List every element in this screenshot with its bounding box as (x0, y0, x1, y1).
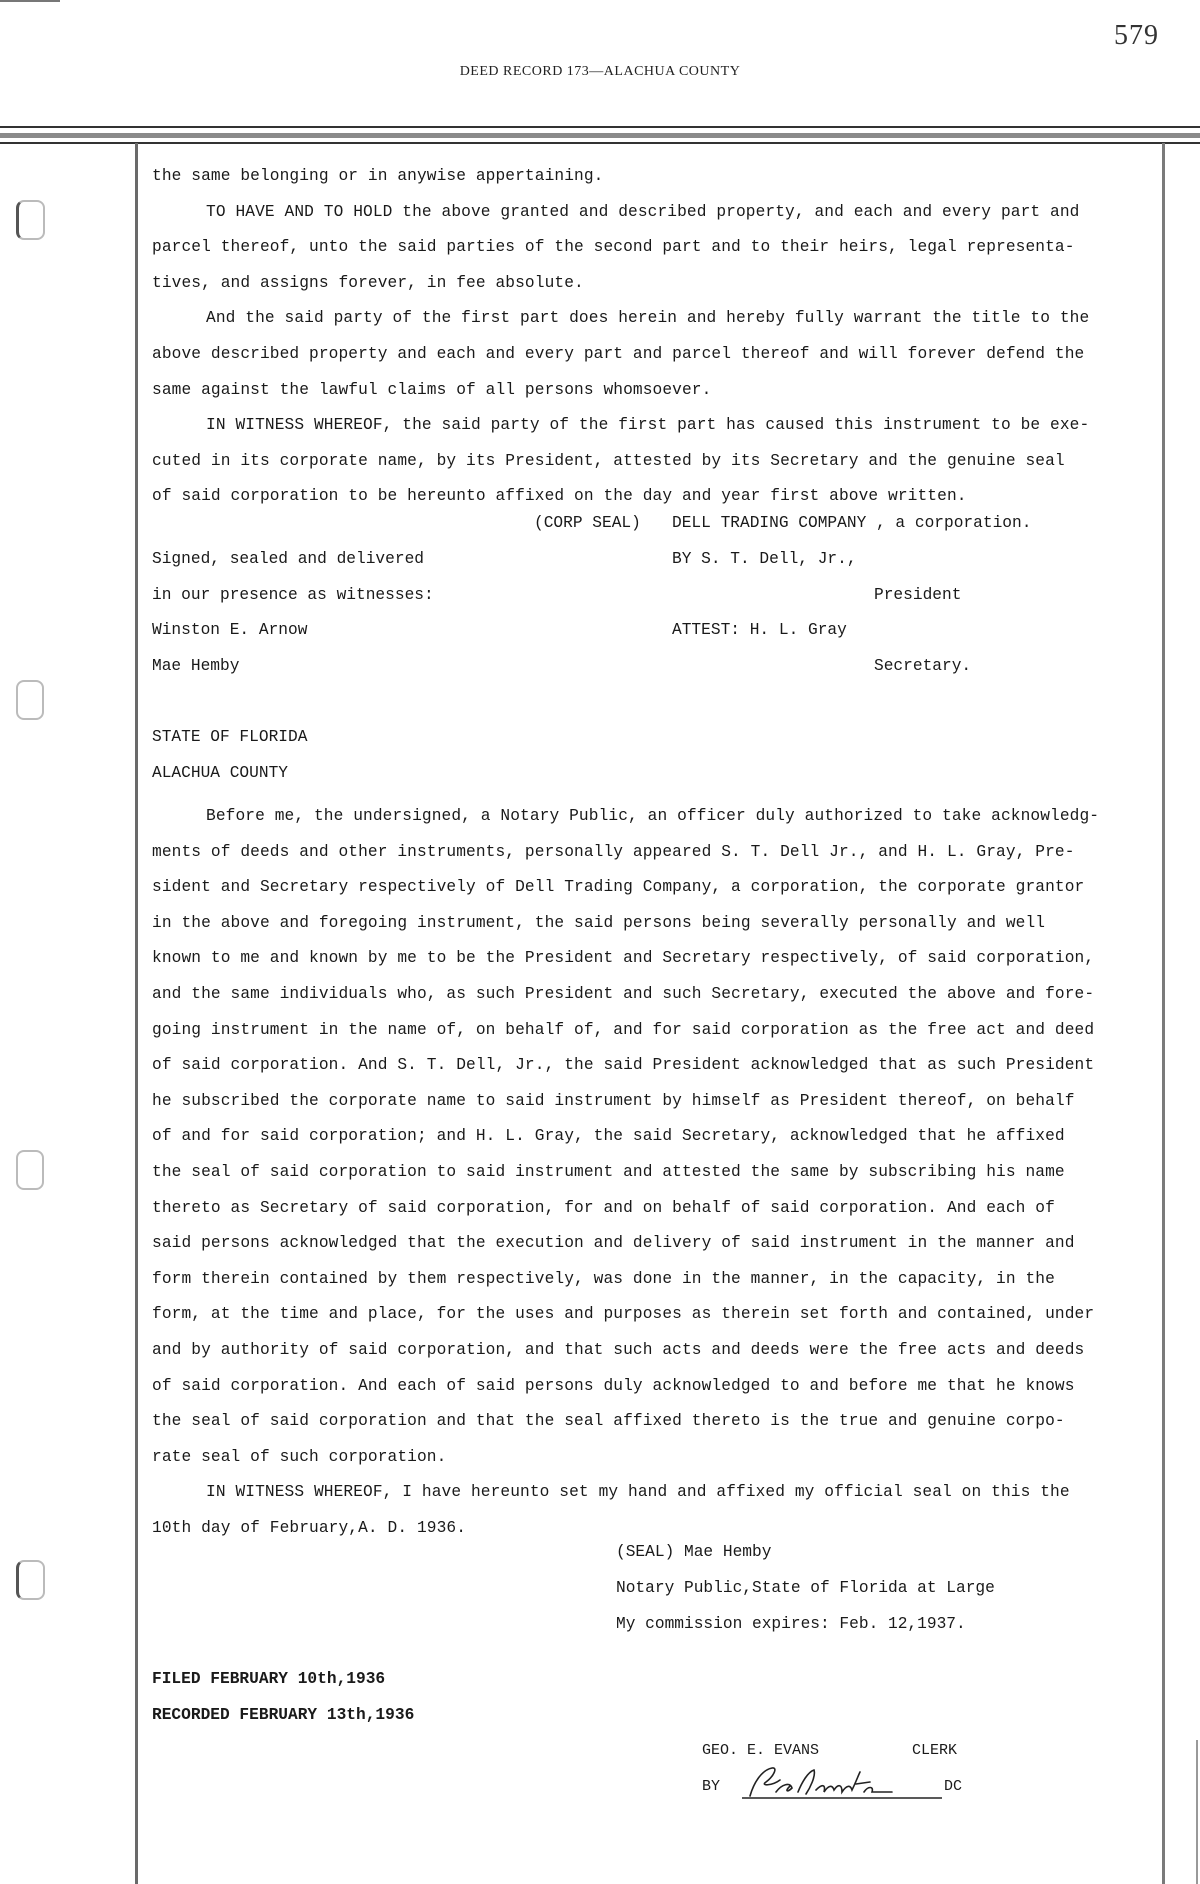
text-line: of said corporation to be hereunto affixed on the day and year first above written. (152, 487, 967, 506)
text-line: form therein contained by them respectively, was done in the manner, in the capacity, in the (152, 1269, 1055, 1288)
page-header: DEED RECORD 173—ALACHUA COUNTY (459, 64, 741, 79)
text-line: same against the lawful claims of all persons whomsoever. (152, 380, 712, 399)
text-line: 10th day of February,A. D. 1936. (152, 1518, 467, 1537)
deputy-clerk-signature (732, 1762, 952, 1802)
text-line: and by authority of said corporation, and that such acts and deeds were the free acts and deeds (152, 1340, 1085, 1359)
header-rule (0, 142, 1200, 144)
binder-hole-icon (16, 1560, 45, 1600)
filed-date: FILED FEBRUARY 10th,1936 (152, 1670, 386, 1688)
notary-seal-name: (SEAL) Mae Hemby (616, 1543, 772, 1561)
clerk-name: GEO. E. EVANS (702, 1742, 820, 1759)
text-line: form, at the time and place, for the uses and purposes as therein set forth and contained, under (152, 1305, 1095, 1324)
clerk-title: CLERK (912, 1742, 958, 1759)
text-line: Before me, the undersigned, a Notary Public, an officer duly authorized to take acknowledg- (206, 807, 1100, 825)
text-line: of said corporation. And S. T. Dell, Jr., the said President acknowledged that as such President (152, 1056, 1095, 1075)
binder-hole-icon (16, 200, 45, 240)
text-line: rate seal of such corporation. (152, 1447, 447, 1466)
binder-hole-icon (16, 680, 44, 720)
text-line: and the same individuals who, as such President and such Secretary, executed the above and fore- (152, 984, 1095, 1003)
text-line: IN WITNESS WHEREOF, I have hereunto set my hand and affixed my official seal on this the (206, 1483, 1070, 1502)
text-line: known to me and known by me to be the President and Secretary respectively, of said corporation, (152, 949, 1095, 968)
header-rule (0, 126, 1200, 128)
header-rule (0, 133, 1200, 138)
text-line: ments of deeds and other instruments, personally appeared S. T. Dell Jr., and H. L. Gray, Pre- (152, 842, 1075, 861)
text-line: And the said party of the first part does herein and hereby fully warrant the title to the (206, 309, 1090, 328)
text-line: going instrument in the name of, on behalf of, and for said corporation as the free act and deed (152, 1020, 1095, 1039)
text-line: IN WITNESS WHEREOF, the said party of the first part has caused this instrument to be exe- (206, 416, 1090, 435)
text-line: above described property and each and every part and parcel thereof and will forever defend the (152, 344, 1085, 363)
text-line: the same belonging or in anywise appertaining. (152, 167, 604, 185)
county-heading: ALACHUA COUNTY (152, 764, 288, 782)
text-line: of and for said corporation; and H. L. Gray, the said Secretary, acknowledged that he affixed (152, 1127, 1065, 1146)
text-line: said persons acknowledged that the execution and delivery of said instrument in the manner and (152, 1234, 1075, 1253)
company-name: DELL TRADING COMPANY , a corporation. (672, 514, 1032, 532)
witness-name: Mae Hemby (152, 657, 240, 675)
text-line: parcel thereof, unto the said parties of the second part and to their heirs, legal representa- (152, 238, 1075, 257)
text-line: the seal of said corporation to said instrument and attested the same by subscribing his name (152, 1162, 1065, 1181)
text-line: sident and Secretary respectively of Dell Trading Company, a corporation, the corporate grantor (152, 878, 1085, 897)
corp-seal-label: (CORP SEAL) (534, 514, 641, 532)
page-edge-line (1196, 1740, 1198, 1884)
page-number: 579 (1114, 20, 1159, 51)
text-line: thereto as Secretary of said corporation, for and on behalf of said corporation. And each of (152, 1198, 1055, 1217)
secretary-title: Secretary. (874, 657, 972, 675)
notary-commission: My commission expires: Feb. 12,1937. (616, 1615, 966, 1633)
witnesses-label: in our presence as witnesses: (152, 586, 434, 604)
text-line: TO HAVE AND TO HOLD the above granted and described property, and each and every part and (206, 202, 1080, 221)
clerk-by-label: BY (702, 1778, 721, 1795)
binder-hole-icon (16, 1150, 44, 1190)
acknowledgment-body (152, 799, 1200, 1546)
state-heading: STATE OF FLORIDA (152, 728, 308, 746)
deputy-clerk-label: DC (944, 1778, 963, 1795)
left-margin-line (135, 143, 138, 1884)
scan-artifact (0, 0, 60, 2)
text-line: tives, and assigns forever, in fee absolute. (152, 273, 584, 292)
president-signature: BY S. T. Dell, Jr., (672, 550, 857, 568)
president-title: President (874, 586, 962, 604)
recorded-date: RECORDED FEBRUARY 13th,1936 (152, 1706, 415, 1724)
notary-title: Notary Public,State of Florida at Large (616, 1579, 995, 1597)
text-line: the seal of said corporation and that the seal affixed thereto is the true and genuine corpo- (152, 1412, 1065, 1431)
witness-name: Winston E. Arnow (152, 621, 308, 639)
text-line: he subscribed the corporate name to said instrument by himself as President thereof, on behalf (152, 1091, 1075, 1110)
deed-body (152, 159, 1162, 515)
text-line: in the above and foregoing instrument, the said persons being severally personally and well (152, 913, 1046, 932)
signed-sealed-text: Signed, sealed and delivered (152, 550, 424, 568)
text-line: cuted in its corporate name, by its President, attested by its Secretary and the genuine seal (152, 451, 1065, 470)
text-line: of said corporation. And each of said persons duly acknowledged to and before me that he knows (152, 1376, 1075, 1395)
attest-signature: ATTEST: H. L. Gray (672, 621, 847, 639)
